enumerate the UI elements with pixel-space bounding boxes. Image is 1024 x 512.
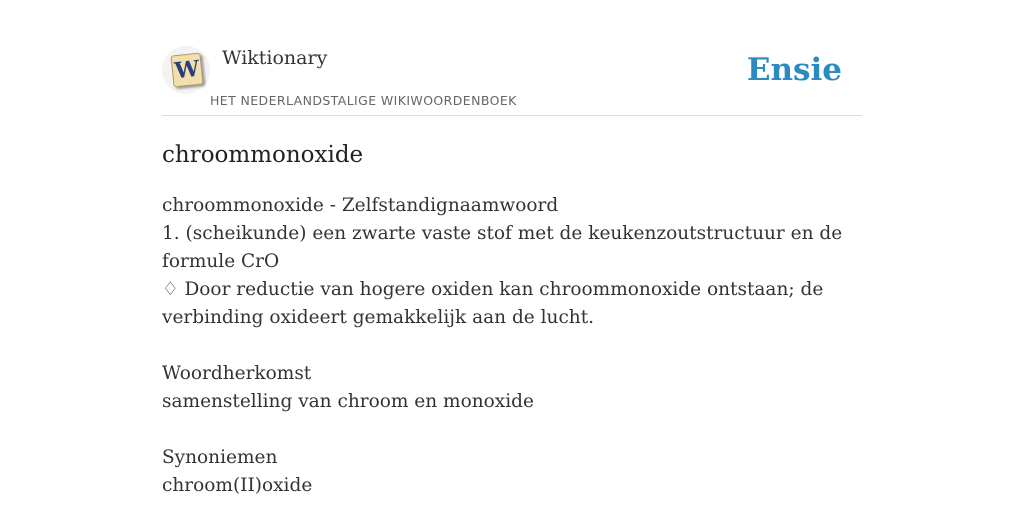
synonyms-label: Synoniemen	[162, 447, 278, 468]
section-spacer	[162, 416, 862, 444]
etymology-label: Woordherkomst	[162, 363, 312, 384]
entry-heading: chroommonoxide - Zelfstandignaamwoord	[162, 195, 559, 216]
entry-definition: 1. (scheikunde) een zwarte vaste stof met de keukenzoutstructuur en de formule CrO	[162, 223, 843, 272]
wiktionary-logo[interactable]	[162, 46, 210, 94]
synonyms-text: chroom(II)oxide	[162, 475, 313, 496]
wiktionary-logo-tile-icon: W	[170, 53, 203, 88]
site-header	[162, 40, 862, 116]
entry-example: ♢ Door reductie van hogere oxiden kan chroommonoxide ontstaan; de verbinding oxideert gemakkelijk aan de lucht.	[162, 279, 824, 328]
site-subtitle: HET NEDERLANDSTALIGE WIKIWOORDENBOEK	[210, 93, 517, 108]
section-spacer	[162, 332, 862, 360]
etymology-text: samenstelling van chroom en monoxide	[162, 391, 534, 412]
page-title: chroommonoxide	[162, 142, 364, 168]
entry-content	[162, 192, 862, 500]
ensie-brand-logo[interactable]: Ensie	[746, 52, 842, 88]
site-name[interactable]: Wiktionary	[222, 47, 328, 69]
